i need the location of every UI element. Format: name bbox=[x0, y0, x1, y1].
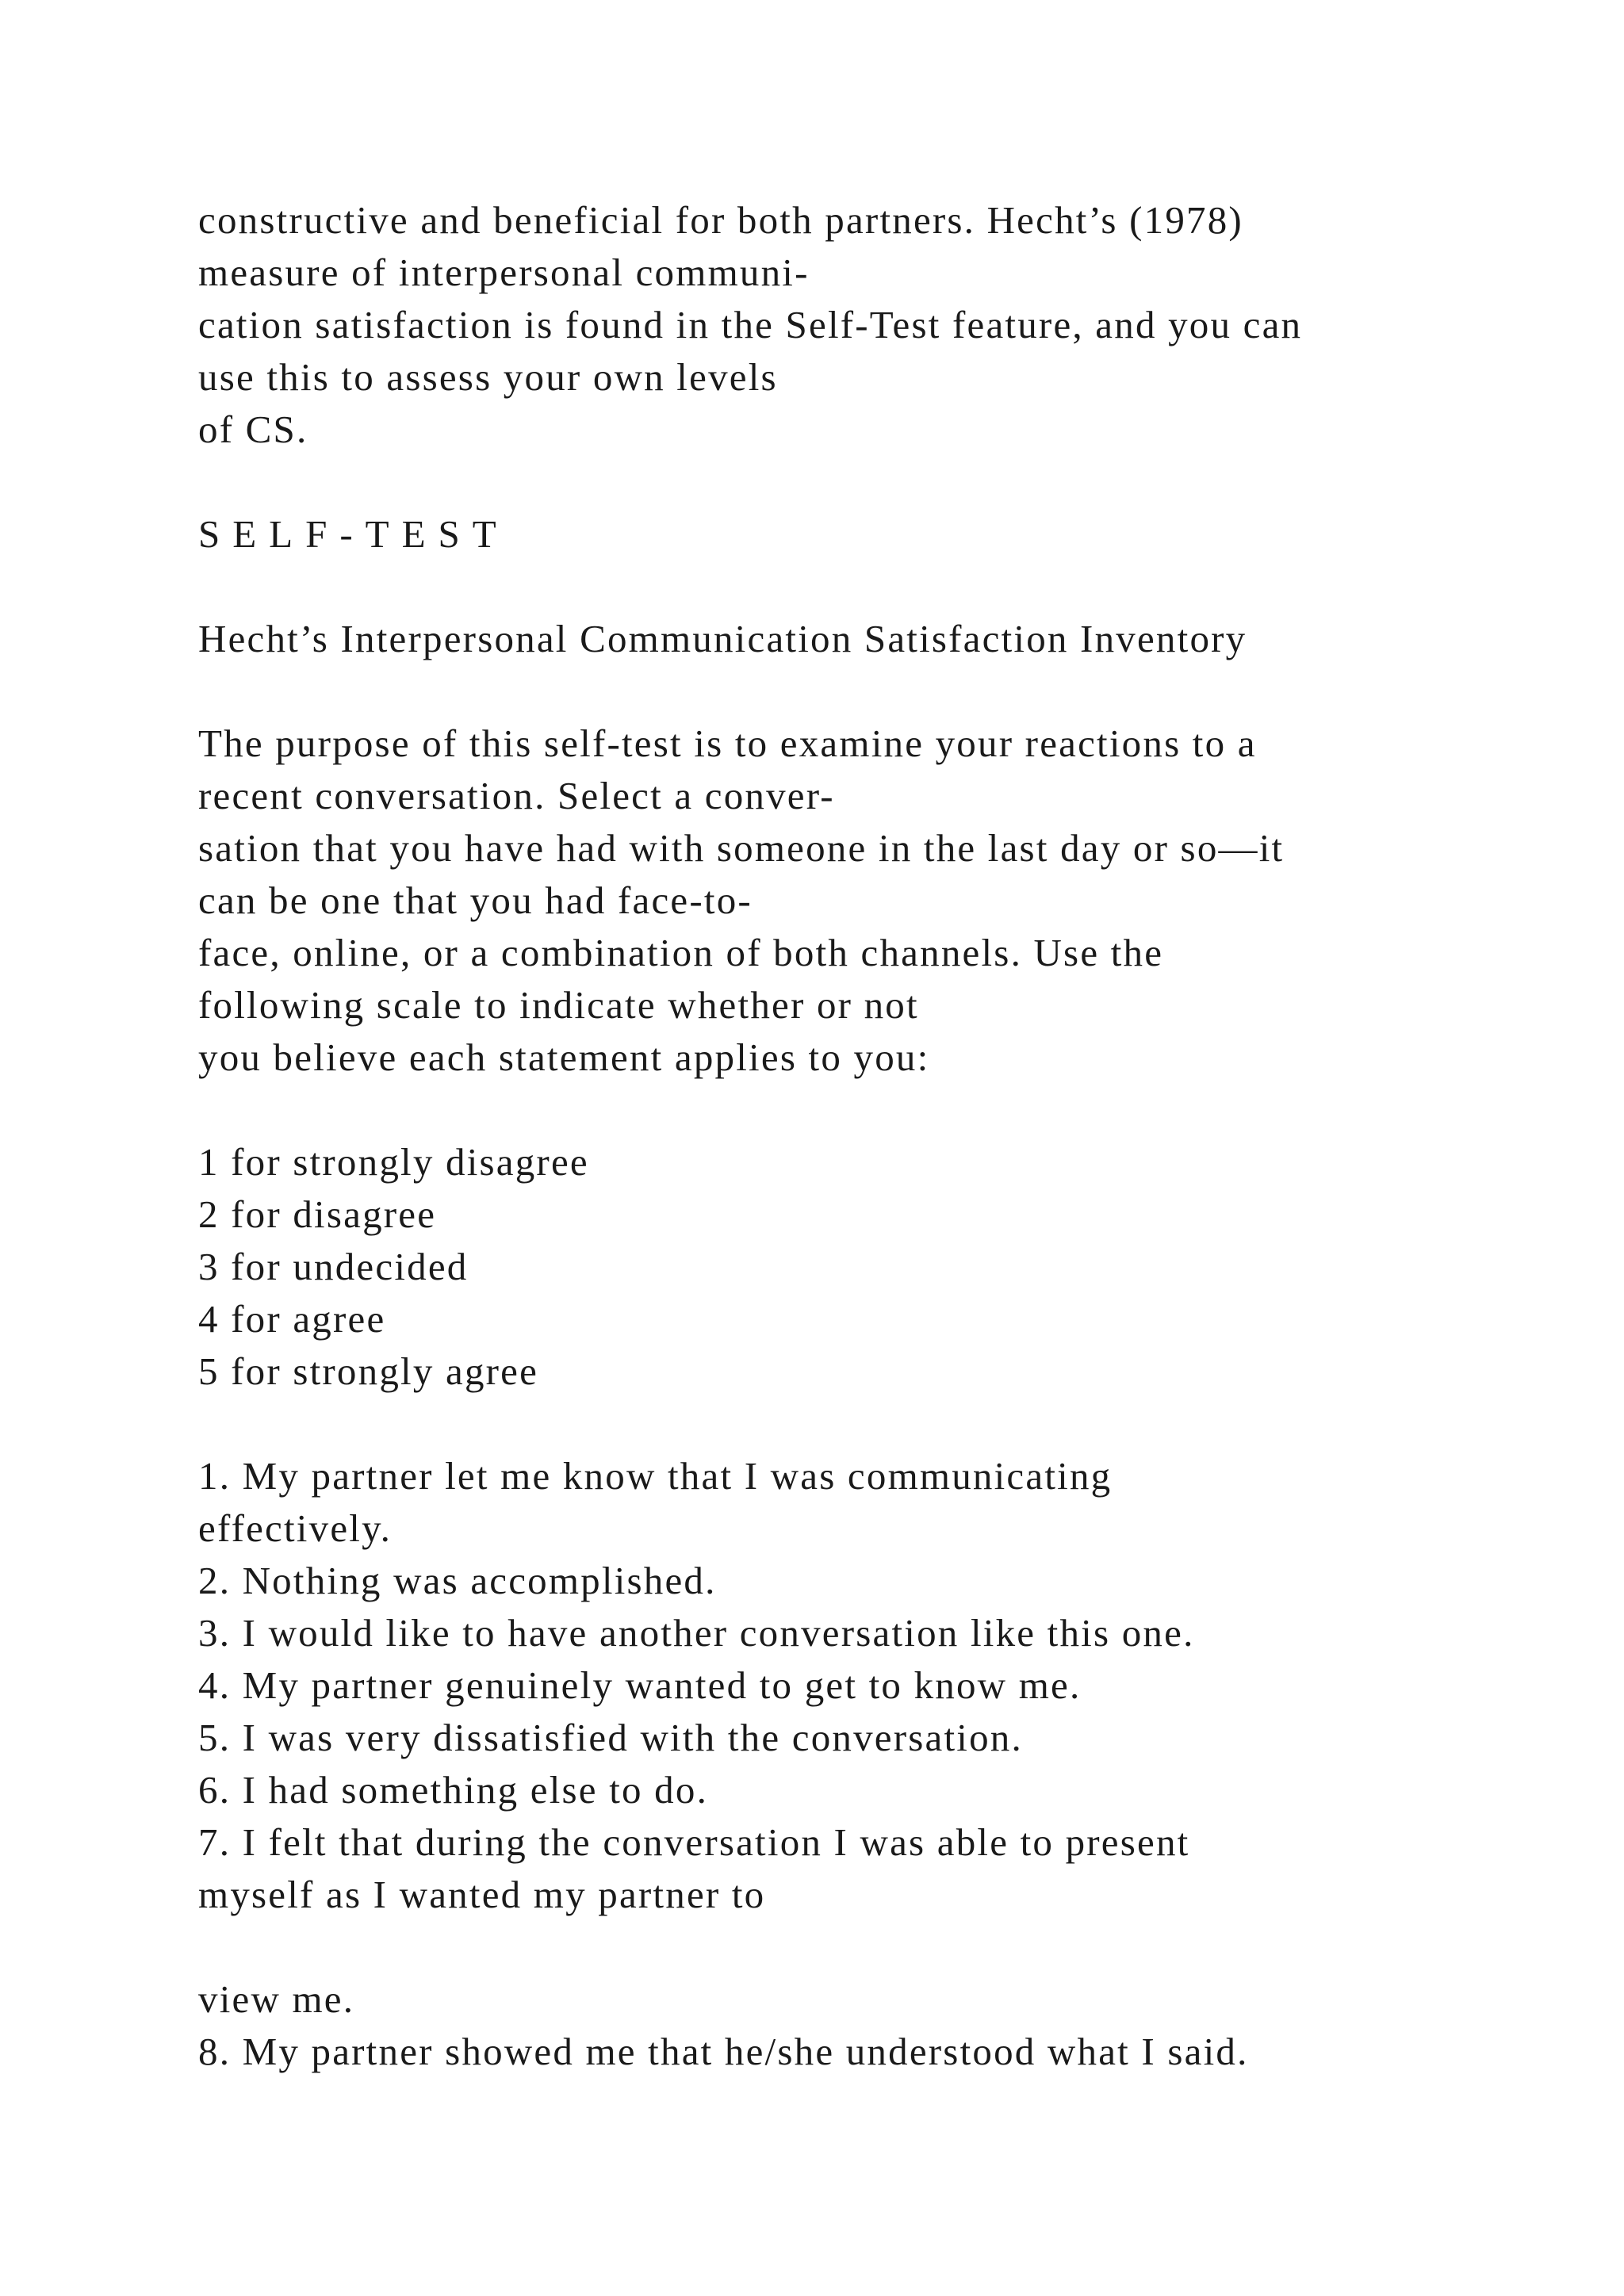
item-line-6: 5. I was very dissatisfied with the conversation. bbox=[198, 1716, 1023, 1759]
scale-item-5: 5 for strongly agree bbox=[198, 1349, 539, 1393]
intro-line-3: cation satisfaction is found in the Self-Test feature, and you can bbox=[198, 303, 1303, 346]
instructions-line-3: sation that you have had with someone in the last day or so—it bbox=[198, 826, 1285, 870]
scale-item-3: 3 for undecided bbox=[198, 1245, 469, 1288]
intro-line-2: measure of interpersonal communi- bbox=[198, 251, 810, 294]
item-line-1: 1. My partner let me know that I was communicating bbox=[198, 1454, 1113, 1498]
item-line-2: effectively. bbox=[198, 1506, 393, 1550]
scale-item-1: 1 for strongly disagree bbox=[198, 1140, 589, 1184]
self-test-title: Hecht’s Interpersonal Communication Satisfaction Inventory bbox=[198, 617, 1247, 660]
intro-line-4: use this to assess your own levels bbox=[198, 355, 778, 399]
item-line-11: 8. My partner showed me that he/she understood what I said. bbox=[198, 2030, 1249, 2073]
item-line-4: 3. I would like to have another conversation like this one. bbox=[198, 1611, 1195, 1655]
item-line-8: 7. I felt that during the conversation I was able to present bbox=[198, 1820, 1190, 1864]
instructions-line-4: can be one that you had face-to- bbox=[198, 878, 753, 922]
item-line-5: 4. My partner genuinely wanted to get to know me. bbox=[198, 1663, 1082, 1707]
item-line-3: 2. Nothing was accomplished. bbox=[198, 1559, 717, 1602]
instructions-line-7: you believe each statement applies to you: bbox=[198, 1035, 930, 1079]
instructions-line-2: recent conversation. Select a conver- bbox=[198, 774, 835, 817]
scale-item-4: 4 for agree bbox=[198, 1297, 386, 1341]
instructions-line-6: following scale to indicate whether or not bbox=[198, 983, 919, 1027]
item-line-9: myself as I wanted my partner to bbox=[198, 1873, 766, 1916]
instructions-line-5: face, online, or a combination of both channels. Use the bbox=[198, 931, 1164, 974]
intro-line-5: of CS. bbox=[198, 408, 308, 451]
self-test-heading: SELF-TEST bbox=[198, 512, 509, 556]
instructions-line-1: The purpose of this self-test is to examine your reactions to a bbox=[198, 721, 1257, 765]
item-line-7: 6. I had something else to do. bbox=[198, 1768, 709, 1812]
intro-line-1: constructive and beneficial for both partners. Hecht’s (1978) bbox=[198, 198, 1243, 242]
scale-item-2: 2 for disagree bbox=[198, 1192, 437, 1236]
item-line-10: view me. bbox=[198, 1977, 355, 2021]
